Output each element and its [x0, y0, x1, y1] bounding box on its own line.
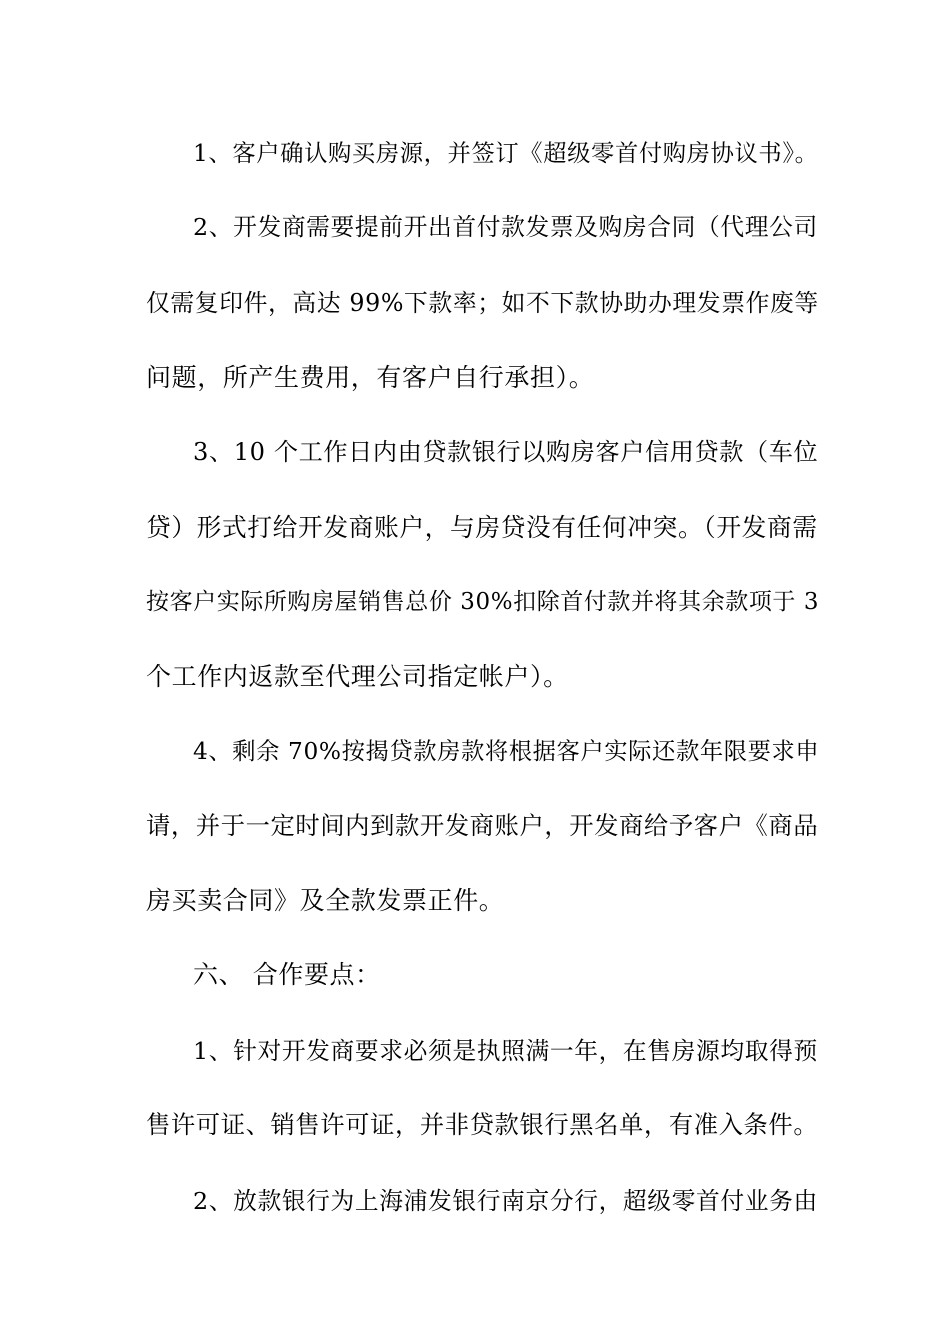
paragraph-5-line-1: 1、针对开发商要求必须是执照满一年，在售房源均取得预: [193, 1037, 818, 1065]
paragraph-4-line-2: 请，并于一定时间内到款开发商账户，开发商给予客户《商品: [146, 811, 819, 840]
paragraph-4-line-3: 房买卖合同》及全款发票正件。: [146, 886, 505, 915]
paragraph-3-line-2: 贷）形式打给开发商账户，与房贷没有任何冲突。（开发商需: [146, 513, 818, 542]
paragraph-2-line-1: 2、开发商需要提前开出首付款发票及购房合同（代理公司: [193, 213, 818, 241]
paragraph-6-line-1: 2、放款银行为上海浦发银行南京分行，超级零首付业务由: [193, 1187, 818, 1215]
paragraph-1-line-1: 1、客户确认购买房源，并签订《超级零首付购房协议书》。: [193, 140, 819, 167]
paragraph-3-line-1: 3、10 个工作日内由贷款银行以购房客户信用贷款（车位: [193, 438, 819, 466]
paragraph-5-line-2: 售许可证、销售许可证，并非贷款银行黑名单，有准入条件。: [146, 1110, 819, 1139]
section-heading-cooperation-points: 六、 合作要点：: [193, 960, 381, 989]
paragraph-2-line-3: 问题，所产生费用，有客户自行承担）。: [146, 363, 595, 392]
paragraph-3-line-4: 个工作内返款至代理公司指定帐户）。: [146, 662, 569, 691]
paragraph-3-line-3: 按客户实际所购房屋销售总价 30%扣除首付款并将其余款项于 3: [146, 589, 820, 615]
paragraph-2-line-2: 仅需复印件，高达 99%下款率；如不下款协助办理发票作废等: [146, 289, 819, 317]
paragraph-4-line-1: 4、剩余 70%按揭贷款房款将根据客户实际还款年限要求申: [193, 738, 820, 765]
